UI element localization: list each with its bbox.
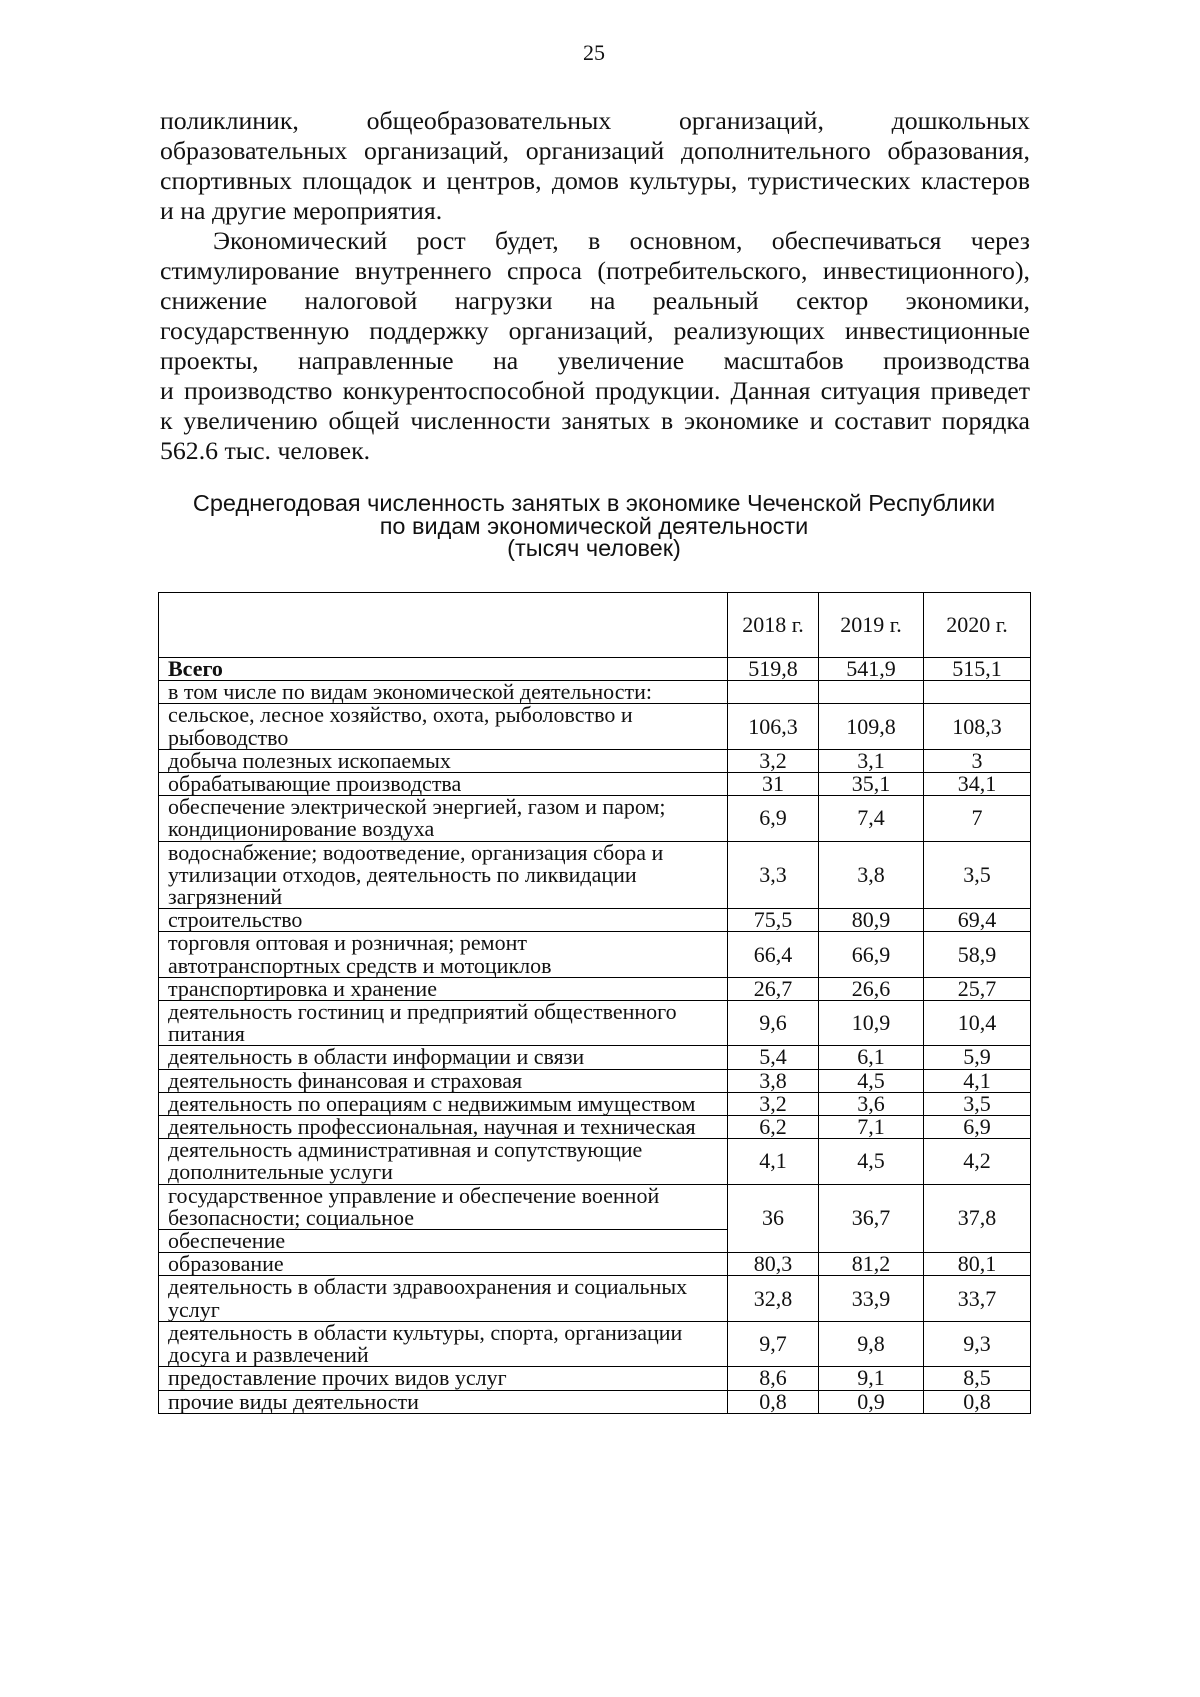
table-row	[159, 1390, 1031, 1413]
activity-label-line: деятельность финансовая и страховая	[168, 1067, 523, 1093]
activity-label-line: досуга и развлечений	[168, 1342, 369, 1368]
value-cell	[819, 1321, 924, 1366]
column-header-cell	[924, 593, 1031, 658]
table-row	[159, 1253, 1031, 1276]
paragraph-line: 562.6 тыс. человек.	[160, 436, 371, 465]
total-value: 515,1	[952, 656, 1002, 681]
activity-label-line: деятельность гостиниц и предприятий общественного	[168, 999, 677, 1025]
table-row	[159, 796, 1031, 841]
value-cell	[728, 1069, 819, 1092]
activity-label-line: рыбоводство	[168, 724, 289, 750]
value: 5,9	[963, 1044, 991, 1070]
activity-label-line: добыча полезных ископаемых	[168, 747, 451, 773]
activity-label-line: государственное управление и обеспечение военной	[168, 1182, 660, 1208]
paragraph-line: снижение налоговой нагрузки на реальный сектор экономики,	[160, 286, 1030, 315]
activity-label-line: образование	[168, 1251, 284, 1277]
activity-label-line: транспортировка и хранение	[168, 975, 437, 1001]
value-cell	[728, 909, 819, 932]
value: 66,9	[851, 941, 891, 967]
value-cell	[819, 1069, 924, 1092]
table-row	[159, 909, 1031, 932]
activity-label-line: утилизации отходов, деятельность по ликвидации	[168, 861, 637, 887]
activity-label-cell	[159, 773, 728, 796]
page-number: 25	[583, 40, 605, 65]
value-cell	[819, 1092, 924, 1115]
total-value: 541,9	[846, 656, 896, 681]
value-cell	[728, 1092, 819, 1115]
paragraph-line: и производство конкурентоспособной продукции. Данная ситуация приведет	[160, 376, 1030, 405]
table-row	[159, 1367, 1031, 1390]
value: 6,9	[963, 1114, 991, 1140]
activity-label-cell	[159, 1046, 728, 1069]
value-cell	[728, 1001, 819, 1046]
activity-label-cell	[159, 1139, 728, 1184]
value: 0,9	[857, 1388, 885, 1414]
value: 3,5	[963, 861, 991, 887]
activity-label-line: загрязнений	[168, 884, 283, 910]
value: 6,2	[759, 1114, 787, 1140]
value: 7,4	[857, 805, 885, 831]
activity-label-line: услуг	[168, 1296, 220, 1322]
activity-label-cell	[159, 1069, 728, 1092]
activity-label-line: водоснабжение; водоотведение, организация сбора и	[168, 839, 664, 865]
value: 35,1	[851, 771, 891, 797]
value-cell	[924, 932, 1031, 977]
value: 32,8	[753, 1285, 793, 1311]
header-row	[159, 593, 1031, 658]
activity-label-line: предоставление прочих видов услуг	[168, 1365, 507, 1391]
column-header: 2020 г.	[946, 612, 1008, 637]
value: 4,1	[759, 1148, 787, 1174]
subheader-cell	[159, 681, 728, 704]
value: 6,9	[759, 805, 787, 831]
value: 0,8	[963, 1388, 991, 1414]
total-row	[159, 658, 1031, 681]
table-row	[159, 1116, 1031, 1139]
value-cell	[819, 1367, 924, 1390]
paragraph-line: проекты, направленные на увеличение масштабов производства	[160, 346, 1030, 375]
table-row	[159, 704, 1031, 749]
value-cell	[924, 1069, 1031, 1092]
value: 33,7	[957, 1285, 997, 1311]
value: 8,5	[963, 1365, 991, 1391]
activity-label-cell	[159, 932, 728, 977]
value-cell	[728, 841, 819, 909]
value: 9,7	[759, 1330, 787, 1356]
value-cell	[728, 773, 819, 796]
table-row	[159, 841, 1031, 909]
value-cell	[728, 1184, 819, 1253]
value-cell	[924, 1390, 1031, 1413]
value-cell	[819, 1116, 924, 1139]
value: 3,8	[857, 861, 885, 887]
value-cell	[924, 1321, 1031, 1366]
activity-label-cell	[159, 1230, 728, 1253]
empty-value-cell	[924, 681, 1031, 704]
value-cell	[728, 1321, 819, 1366]
value-cell	[728, 1276, 819, 1321]
value-cell	[819, 1253, 924, 1276]
value: 4,1	[963, 1067, 991, 1093]
total-value-cell	[819, 658, 924, 681]
value-cell	[924, 796, 1031, 841]
value-cell	[728, 704, 819, 749]
activity-label-line: автотранспортных средств и мотоциклов	[168, 952, 552, 978]
value: 26,6	[851, 975, 891, 1001]
value-cell	[924, 1116, 1031, 1139]
value-cell	[728, 1390, 819, 1413]
paragraph-line: и на другие мероприятия.	[160, 196, 443, 225]
activity-label-line: кондиционирование воздуха	[168, 816, 435, 842]
value-cell	[924, 1046, 1031, 1069]
value-cell	[728, 1116, 819, 1139]
value-cell	[924, 841, 1031, 909]
value-cell	[924, 749, 1031, 772]
value: 4,5	[857, 1067, 885, 1093]
activity-label-line: строительство	[168, 907, 303, 933]
table-subtitle-line: по видам экономической деятельности	[379, 512, 809, 539]
table-row	[159, 1069, 1031, 1092]
activity-label-cell	[159, 1184, 728, 1229]
value: 108,3	[952, 713, 1002, 739]
value: 7,1	[857, 1114, 885, 1140]
value: 9,1	[857, 1365, 885, 1391]
value: 106,3	[748, 713, 798, 739]
table-row	[159, 773, 1031, 796]
activity-label-line: деятельность по операциям с недвижимым имуществом	[168, 1090, 696, 1116]
value: 33,9	[851, 1285, 891, 1311]
value: 80,3	[753, 1251, 793, 1277]
activity-label-line: прочие виды деятельности	[168, 1388, 419, 1414]
paragraph-line: спортивных площадок и центров, домов культуры, туристических кластеров	[160, 166, 1030, 195]
activity-label-cell	[159, 1321, 728, 1366]
value-cell	[728, 749, 819, 772]
value: 3,6	[857, 1090, 885, 1116]
total-value: 519,8	[748, 656, 798, 681]
value-cell	[728, 1367, 819, 1390]
activity-label-cell	[159, 1001, 728, 1046]
value-cell	[924, 773, 1031, 796]
value: 10,4	[957, 1010, 997, 1036]
value: 66,4	[753, 941, 793, 967]
value-cell	[924, 1253, 1031, 1276]
activity-label-line: сельское, лесное хозяйство, охота, рыболовство и	[168, 702, 633, 728]
total-value-cell	[924, 658, 1031, 681]
table-row	[159, 1001, 1031, 1046]
total-label: Всего	[168, 656, 223, 681]
value: 26,7	[753, 975, 793, 1001]
value-cell	[924, 977, 1031, 1000]
activity-label-cell	[159, 1253, 728, 1276]
value: 80,9	[851, 907, 891, 933]
activity-label-cell	[159, 1367, 728, 1390]
value-cell	[728, 1046, 819, 1069]
empty-value-cell	[728, 681, 819, 704]
activity-label-cell	[159, 749, 728, 772]
value-cell	[924, 704, 1031, 749]
value-cell	[819, 749, 924, 772]
table-row	[159, 1184, 1031, 1229]
value: 34,1	[957, 771, 997, 797]
paragraph-line: к увеличению общей численности занятых в экономике и составит порядка	[160, 406, 1030, 435]
value: 3,2	[759, 1090, 787, 1116]
value: 25,7	[957, 975, 997, 1001]
value-cell	[924, 1367, 1031, 1390]
value: 81,2	[851, 1251, 891, 1277]
table-row	[159, 932, 1031, 977]
value: 10,9	[851, 1010, 891, 1036]
activity-label-line: обеспечение	[168, 1228, 286, 1254]
body-text	[160, 106, 1030, 466]
value: 31	[762, 771, 784, 797]
value-cell	[924, 909, 1031, 932]
value: 6,1	[857, 1044, 885, 1070]
activity-label-cell	[159, 1116, 728, 1139]
column-header: 2019 г.	[840, 612, 902, 637]
value: 7	[971, 805, 983, 831]
value: 8,6	[759, 1365, 787, 1391]
paragraph-line: государственную поддержку организаций, реализующих инвестиционные	[160, 316, 1030, 345]
table-body	[159, 593, 1031, 1414]
table-row	[159, 1092, 1031, 1115]
value: 36,7	[851, 1205, 891, 1231]
activity-label-cell	[159, 977, 728, 1000]
table-row	[159, 1321, 1031, 1366]
value: 3,3	[759, 861, 787, 887]
value: 80,1	[957, 1251, 997, 1277]
value-cell	[819, 796, 924, 841]
activity-label-cell	[159, 796, 728, 841]
table-row	[159, 977, 1031, 1000]
activity-label-line: деятельность в области информации и связи	[168, 1044, 585, 1070]
activity-label-cell	[159, 1276, 728, 1321]
value-cell	[819, 704, 924, 749]
value-cell	[819, 1276, 924, 1321]
value-cell	[819, 909, 924, 932]
activity-label-cell	[159, 1092, 728, 1115]
paragraph-line: поликлиник, общеобразовательных организаций, дошкольных	[160, 106, 1030, 135]
table-row	[159, 1276, 1031, 1321]
empty-value-cell	[819, 681, 924, 704]
value: 0,8	[759, 1388, 787, 1414]
value: 4,2	[963, 1148, 991, 1174]
column-header-cell	[728, 593, 819, 658]
paragraph-line: стимулирование внутреннего спроса (потребительского, инвестиционного),	[160, 256, 1030, 285]
value: 4,5	[857, 1148, 885, 1174]
total-label-cell	[159, 658, 728, 681]
table-units-line: (тысяч человек)	[507, 535, 681, 561]
paragraph	[160, 226, 1030, 466]
paragraph-line: Экономический рост будет, в основном, обеспечиваться через	[213, 226, 1030, 255]
paragraph	[160, 106, 1030, 226]
value-cell	[819, 977, 924, 1000]
value: 9,3	[963, 1330, 991, 1356]
value-cell	[924, 1276, 1031, 1321]
subheader-label: в том числе по видам экономической деятельности:	[168, 679, 652, 705]
value: 36	[762, 1205, 784, 1231]
table-title-line: Среднегодовая численность занятых в экономике Чеченской Республики	[192, 490, 996, 516]
value-cell	[924, 1092, 1031, 1115]
table-row	[159, 749, 1031, 772]
table-row	[159, 1046, 1031, 1069]
value: 75,5	[753, 907, 793, 933]
subheader-row	[159, 681, 1031, 704]
value-cell	[728, 1139, 819, 1184]
value: 3,1	[857, 747, 885, 773]
value: 3,2	[759, 747, 787, 773]
value: 5,4	[759, 1044, 787, 1070]
value-cell	[728, 977, 819, 1000]
value-cell	[819, 1184, 924, 1253]
value: 3,5	[963, 1090, 991, 1116]
value: 69,4	[957, 907, 997, 933]
activity-label-line: деятельность в области культуры, спорта, организации	[168, 1319, 683, 1345]
activity-label-line: безопасности; социальное	[168, 1204, 414, 1230]
activity-label-line: деятельность административная и сопутствующие	[168, 1137, 643, 1163]
paragraph-line: образовательных организаций, организаций дополнительного образования,	[160, 136, 1030, 165]
table-row	[159, 1139, 1031, 1184]
value-cell	[819, 773, 924, 796]
activity-label-line: обрабатывающие производства	[168, 771, 462, 797]
activity-label-cell	[159, 909, 728, 932]
activity-label-line: деятельность в области здравоохранения и социальных	[168, 1274, 688, 1300]
activity-label-cell	[159, 841, 728, 909]
value-cell	[819, 841, 924, 909]
activity-label-cell	[159, 1390, 728, 1413]
value-cell	[728, 1253, 819, 1276]
value-cell	[728, 796, 819, 841]
column-header-cell	[819, 593, 924, 658]
value: 109,8	[846, 713, 896, 739]
activity-label-line: деятельность профессиональная, научная и техническая	[168, 1114, 696, 1140]
value-cell	[728, 932, 819, 977]
activity-label-line: торговля оптовая и розничная; ремонт	[168, 930, 527, 956]
value: 3,8	[759, 1067, 787, 1093]
value-cell	[819, 932, 924, 977]
activity-label-line: дополнительные услуги	[168, 1159, 393, 1185]
table-title	[158, 492, 1030, 560]
employment-by-activity-table	[158, 592, 1031, 1414]
header-corner-cell	[159, 593, 728, 658]
value: 37,8	[957, 1205, 997, 1231]
value: 9,8	[857, 1330, 885, 1356]
activity-label-line: питания	[168, 1021, 245, 1047]
value: 58,9	[957, 941, 997, 967]
value: 3	[971, 747, 983, 773]
value-cell	[819, 1046, 924, 1069]
total-value-cell	[728, 658, 819, 681]
column-header: 2018 г.	[742, 612, 804, 637]
value-cell	[924, 1139, 1031, 1184]
value-cell	[819, 1139, 924, 1184]
activity-label-line: обеспечение электрической энергией, газом и паром;	[168, 794, 666, 820]
activity-label-cell	[159, 704, 728, 749]
value-cell	[819, 1390, 924, 1413]
value: 9,6	[759, 1010, 787, 1036]
value-cell	[924, 1001, 1031, 1046]
value-cell	[924, 1184, 1031, 1253]
value-cell	[819, 1001, 924, 1046]
